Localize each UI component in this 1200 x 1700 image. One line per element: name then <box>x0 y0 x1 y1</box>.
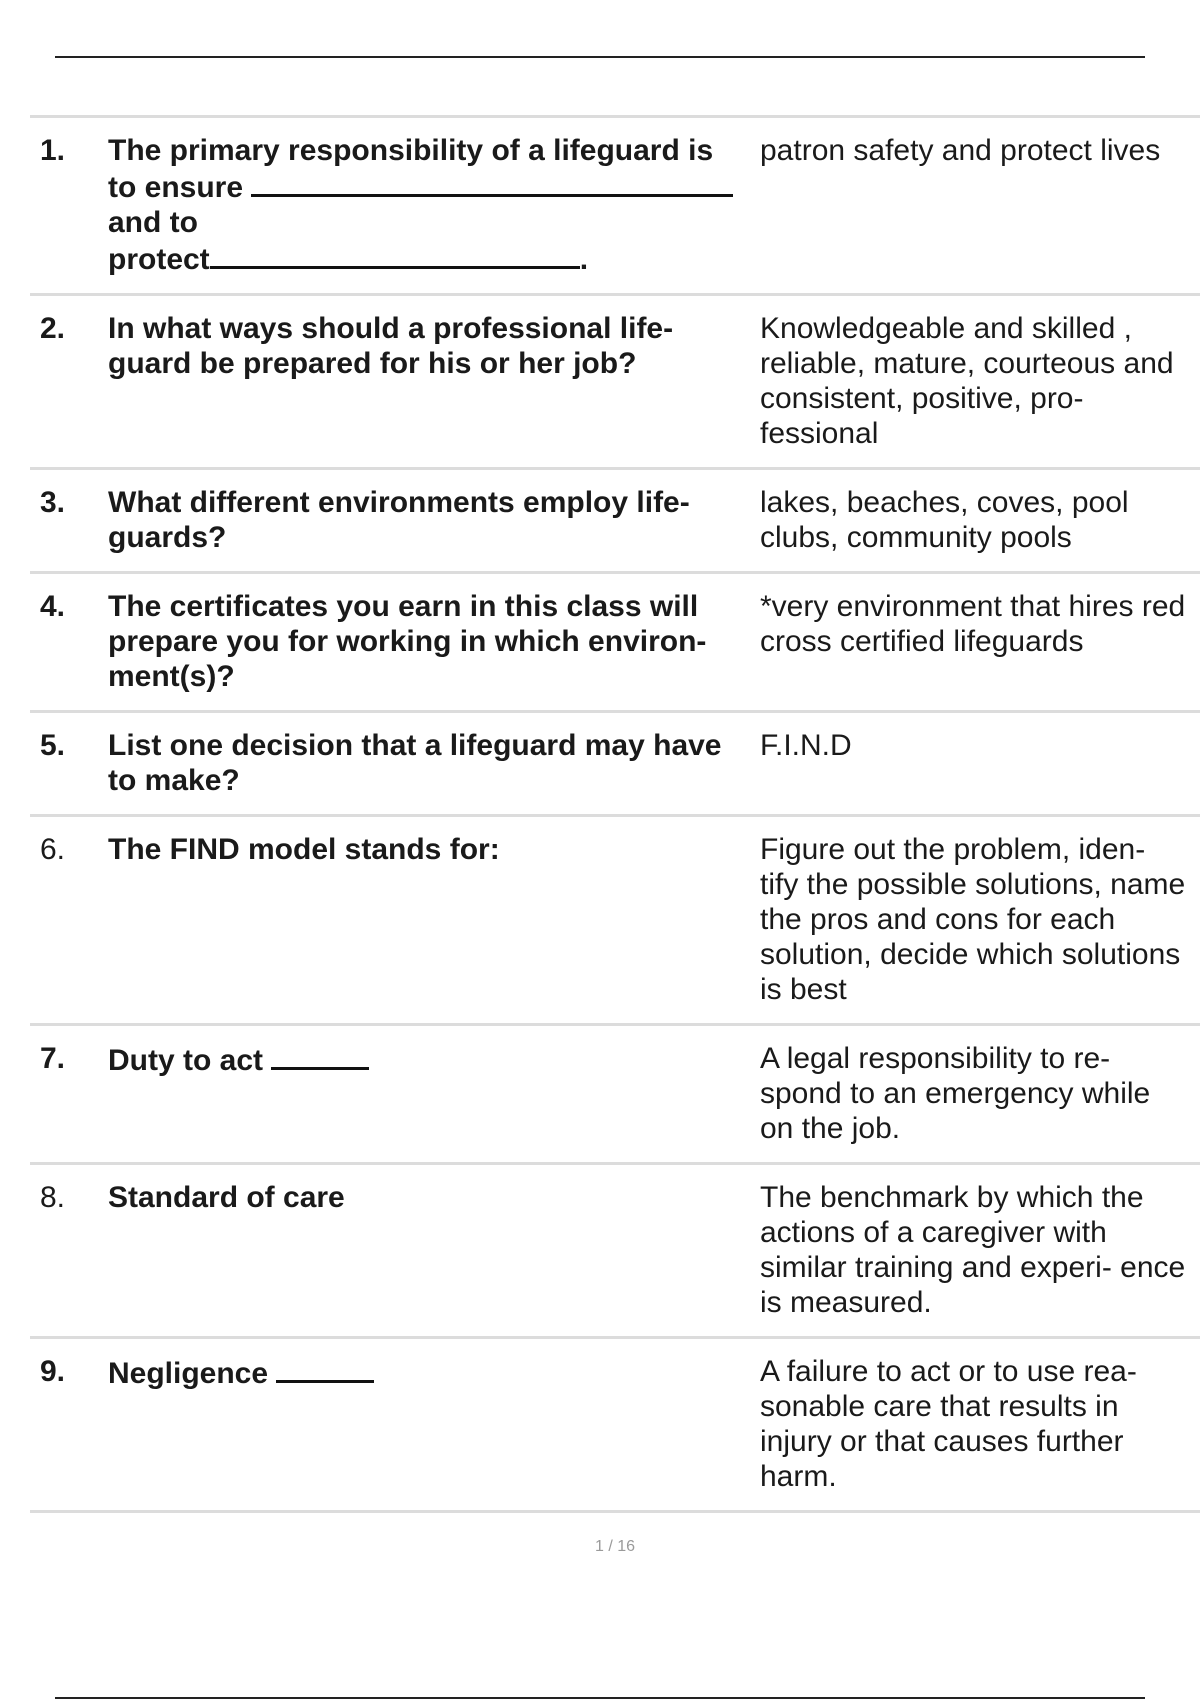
question-line <box>108 763 760 798</box>
question-line <box>108 205 760 240</box>
card-number: 9. <box>40 1355 66 1388</box>
question-line <box>108 589 760 624</box>
question-text: protect <box>108 243 210 276</box>
fill-in-blank <box>210 240 580 269</box>
flashcard-row <box>30 296 1200 470</box>
card-question <box>108 1180 760 1320</box>
flashcard-row <box>30 470 1200 574</box>
question-text: The primary responsibility of a lifeguard is <box>108 134 714 167</box>
card-number: 1. <box>40 134 66 167</box>
question-text: and to <box>108 206 198 239</box>
question-text: Standard of care <box>108 1181 345 1214</box>
question-line <box>108 832 760 867</box>
card-number: 5. <box>40 729 66 762</box>
question-line <box>108 133 760 168</box>
card-answer: F.I.N.D <box>760 729 852 762</box>
question-line <box>108 168 760 205</box>
card-number: 4. <box>40 590 66 623</box>
question-line <box>108 659 760 694</box>
top-rule <box>55 56 1145 58</box>
fill-in-blank <box>271 1041 369 1070</box>
card-answer: A failure to act or to use rea- sonable care that results in injury or that causes further harm. <box>760 1355 1137 1493</box>
card-number: 6. <box>40 833 66 866</box>
card-question <box>108 728 760 798</box>
flashcard-row <box>30 574 1200 713</box>
question-line <box>108 1180 760 1215</box>
question-line <box>108 728 760 763</box>
card-answer: Knowledgeable and skilled , reliable, mature, courteous and consistent, positive, pro- fessional <box>760 312 1174 450</box>
question-text: What different environments employ life- <box>108 486 690 519</box>
card-question <box>108 133 760 277</box>
card-answer: patron safety and protect lives <box>760 134 1161 167</box>
question-text: ment(s)? <box>108 660 235 693</box>
flashcard-row <box>30 118 1200 296</box>
question-line <box>108 1041 760 1078</box>
card-answer: lakes, beaches, coves, pool clubs, community pools <box>760 486 1129 554</box>
question-text: In what ways should a professional life- <box>108 312 674 345</box>
card-question <box>108 485 760 555</box>
fill-in-blank <box>251 168 733 197</box>
flashcard-row <box>30 713 1200 817</box>
flashcard-row <box>30 1026 1200 1165</box>
question-text: guard be prepared for his or her job? <box>108 347 637 380</box>
card-answer: The benchmark by which the actions of a caregiver with similar training and experi- ence is measured. <box>760 1181 1186 1319</box>
question-text: List one decision that a lifeguard may have <box>108 729 722 762</box>
card-number: 3. <box>40 486 66 519</box>
page-number: 1 / 16 <box>594 1538 636 1555</box>
question-text: The certificates you earn in this class will <box>108 590 699 623</box>
card-answer: *very environment that hires red cross certified lifeguards <box>760 590 1186 658</box>
question-text: guards? <box>108 521 227 554</box>
flashcard-row <box>30 1339 1200 1513</box>
flashcard-row <box>30 1165 1200 1339</box>
card-question <box>108 589 760 694</box>
question-line <box>108 624 760 659</box>
fill-in-blank <box>276 1354 374 1383</box>
question-line <box>108 1354 760 1391</box>
question-text: Negligence <box>108 1357 277 1390</box>
card-question <box>108 1041 760 1146</box>
card-number: 8. <box>40 1181 66 1214</box>
question-text: Duty to act <box>108 1044 272 1077</box>
question-line <box>108 485 760 520</box>
bottom-rule <box>55 1697 1145 1699</box>
question-line <box>108 311 760 346</box>
card-question <box>108 832 760 1007</box>
card-answer: A legal responsibility to re- spond to an emergency while on the job. <box>760 1042 1151 1145</box>
question-line <box>108 520 760 555</box>
card-number: 2. <box>40 312 66 345</box>
card-answer: Figure out the problem, iden- tify the possible solutions, name the pros and cons for each solution, decide which solutions is best <box>760 833 1186 1006</box>
question-text: to ensure <box>108 171 252 204</box>
question-line <box>108 240 760 277</box>
card-question <box>108 1354 760 1494</box>
question-text: to make? <box>108 764 240 797</box>
question-text: prepare you for working in which environ- <box>108 625 707 658</box>
question-text: The FIND model stands for: <box>108 833 500 866</box>
flashcard-list <box>30 115 1200 1513</box>
card-question <box>108 311 760 451</box>
flashcard-row <box>30 817 1200 1026</box>
card-number: 7. <box>40 1042 66 1075</box>
question-text: . <box>579 243 589 276</box>
question-line <box>108 346 760 381</box>
